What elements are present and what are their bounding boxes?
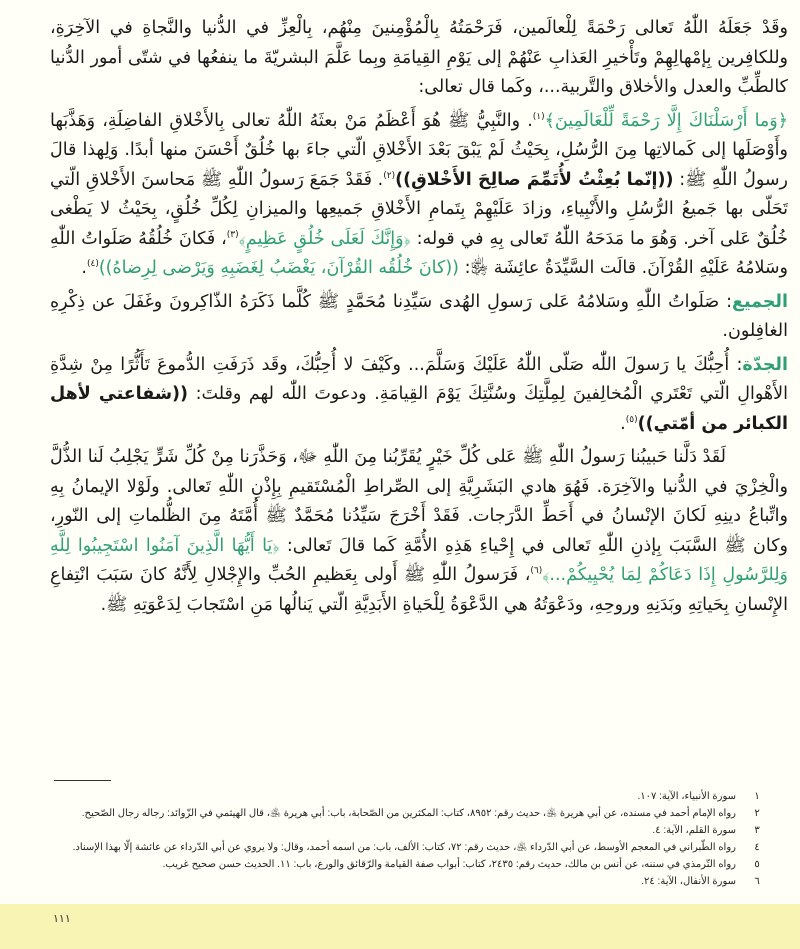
footnote-text: رواه الإمام أحمد في مسنده، عن أبي هريرة ﵁، حديث رقم: ٨٩٥٢، كتاب: المكثرين من الصّحابة، باب: أبي هريرة ﵁، قال الهيثمي في الزّوائد: رجاله رجال الصّحيح. bbox=[81, 808, 736, 819]
footnote bbox=[32, 822, 762, 839]
quran-quote: ((كانَ خُلُقُه القُرْآنَ، يَغْضَبُ لِغَضَبِهِ وَيَرْضى لِرِضاهُ)) bbox=[98, 258, 459, 278]
footnote-text: سورة القلم، الآية: ٤. bbox=[652, 825, 736, 836]
footnote-ref[interactable]: (٥) bbox=[625, 414, 638, 425]
text-run: : أُحِبُّكَ يا رَسولَ اللّٰه صَلّى اللّٰهُ عَلَيْكَ وَسَلَّمَ... وكَيْفَ لا أُحِبُّكَ، وقَد ذَرَفَتِ الدُّموعَ تَأَثُّرًا مِنْ شِدَّةِ الأَهْوالِ الّتي تَعْتَري الْمُخالِفينَ لِمِلَّتِكَ وسُنَّتِكَ يَوْمَ القِيامَةِ. ودعوتَ اللّٰه لهم وقلتَ: bbox=[50, 354, 788, 404]
text-run: . bbox=[620, 413, 626, 434]
footnote bbox=[32, 788, 762, 805]
text-run: . فَقَدْ جَمَعَ رَسولُ اللّٰهِ ﷺ مَحاسنَ الأَخْلاقِ الّتي تَحَلّى بها جَميعُ الرُّسُلِ والأَنْبِياءِ، وزادَ عَلَيْهِمْ بِتَمامِ الأَخْلاقِ جَميعِها والميزانِ لِكُلِّ خُلُقٍ، بِحَيْثُ لا يَطْغى خُلُقٌ عَلى آخر. وَهُوَ ما مَدَحَهُ اللّٰهُ تَعالى بِهِ في قوله: bbox=[50, 169, 788, 249]
paragraph bbox=[50, 288, 788, 347]
speaker-label: الجميع bbox=[731, 291, 788, 312]
footnote-ref[interactable]: (٣) bbox=[226, 229, 239, 240]
footnote bbox=[32, 805, 762, 822]
footnote-text: سورة الأنبياء، الآية: ١٠٧. bbox=[637, 791, 736, 802]
footnote-number: ٥ bbox=[754, 859, 760, 870]
footnote-number: ٤ bbox=[754, 842, 760, 853]
footnote-text: رواه الطّبراني في المعجم الأوسط، عن أبي الدّرداء ﵁، حديث رقم: ٧٢، كتاب: الألف، باب: من اسمه أحمد، وقال: ولا يروي عن أبي الدّرداء عن عائشة إلّا بهذا الإسناد. bbox=[72, 842, 736, 853]
footnote bbox=[32, 856, 762, 873]
footnote-ref[interactable]: (٦) bbox=[530, 566, 543, 577]
text-run: ، فَرَسولُ اللّٰهِ ﷺ أَولى بِعَظيمِ الحُبِّ والإِجْلالِ لِأَنَّهُ كانَ سَبَبَ انْتِفاعِ الإِنْسانِ بِحَياتِهِ وبَدَنِهِ وروحِهِ، ودَعْوَتُهُ هي الدَّعْوَةُ لِلْحَياةِ الأَبَدِيَّةِ الّتي يَنالُها مَنِ اسْتَجابَ لِدَعْوَتِهِ ﷺ. bbox=[50, 565, 788, 615]
footnotes bbox=[32, 788, 762, 890]
text-run: : صَلَواتُ اللّٰهِ وسَلامُهُ عَلى رَسولِ الهُدى سَيِّدِنا مُحَمَّدٍ ﷺ كُلَّما ذَكَرَهُ الذّاكِرونَ وغَفَلَ عن ذِكْرِهِ الغافِلون. bbox=[50, 291, 788, 341]
footnote-number: ٦ bbox=[754, 876, 760, 887]
paragraph bbox=[50, 443, 788, 620]
quran-quote: ﴿وَإِنَّكَ لَعَلَى خُلُقٍ عَظِيمٍ﴾ bbox=[238, 228, 411, 249]
text-run: . bbox=[81, 258, 87, 278]
paragraph bbox=[50, 107, 788, 284]
hadith-quote: ((إنّما بُعِثْتُ لأُتَمِّمَ صالِحَ الأَخْلاقِ)) bbox=[395, 169, 674, 190]
paragraph bbox=[50, 14, 788, 103]
text-run: ، فَكانَ خُلُقُهُ صَلَواتُ اللّٰهِ وسَلامُهُ عَلَيْهِ القُرْآنَ. قالَت السَّيِّدَةُ عائِشَة ﵂: bbox=[50, 228, 788, 278]
hadith-quote: ((شفاعتي لأهل الكبائر من أمّتي)) bbox=[50, 384, 788, 434]
footer-band bbox=[0, 904, 800, 949]
quran-quote: ﴿يَا أَيُّهَا الَّذِينَ آمَنُوا اسْتَجِيبُوا لِلَّهِ وَلِلرَّسُولِ إِذَا دَعَاكُمْ لِمَا يُحْيِيكُمْ...﴾ bbox=[50, 535, 789, 585]
footnote bbox=[32, 873, 762, 890]
footnote-number: ٢ bbox=[754, 808, 760, 819]
text-run: لَقَدْ دَلَّنا حَبيبُنا رَسولُ اللّٰهِ ﷺ عَلى كُلِّ خَيْرٍ يُقَرِّبُنا مِنَ اللّٰهِ ﷻ، وَحَذَّرَنا مِنْ كُلِّ شَرٍّ يَجْلِبُ لَنا الذُّلَّ والْخِزْيَ في الدُّنيا والآخِرَة. فَهُوَ هادي البَشَرِيَّةِ إلى الصِّراطِ الْمُسْتَقيمِ بِإِذْنِ اللّٰهِ تَعالى. ولَوْلا الإيمانُ بِهِ واتِّباعُ دينِهِ لَكانَ الإنْسانُ في أَحَطِّ الدَّرَجات. فَقَدْ أَخْرَجَ سَيِّدُنا مُحَمَّدٌ ﷺ أُمَّتَهُ مِنَ الظُّلماتِ إلى النّورِ، وكان ﷺ السَّبَبَ بِإذنِ اللّٰهِ تَعالى في إِحْياءِ هَذِهِ الأُمَّةِ كَما قالَ تَعالى: bbox=[50, 447, 788, 556]
page-number: ١١١ bbox=[53, 912, 71, 925]
footnote-ref[interactable]: (٤) bbox=[86, 259, 99, 270]
quran-quote: ﴿وَما أَرْسَلْنَاكَ إِلَّا رَحْمَةً لِّلْعَالَمِينَ﴾ bbox=[544, 110, 788, 131]
footnote-ref[interactable]: (١) bbox=[532, 111, 545, 122]
speaker-label: الجدّة bbox=[742, 354, 788, 375]
paragraph bbox=[50, 351, 788, 440]
body-text bbox=[50, 14, 788, 624]
footnote bbox=[32, 839, 762, 856]
text-run: . والنَّبِيُّ ﷺ هُوَ أَعْظَمُ مَنْ بعثَهُ اللّٰهُ تعالى بِالأَخْلاقِ الفاضِلَةِ، وَهَذَّبَها وأَوْصَلَها إلى كَمالاتِها مِنَ الرُّسُلِ، بِحَيْثُ لَمْ يَبْقَ بَعْدَ الأَخْلاقِ الّتي جاءَ بها خُلُقٌ أَحْسَنَ منها أبدًا. وَلِهذا قالَ رسولُ اللّٰهِ ﷺ: bbox=[50, 110, 788, 190]
footnote-number: ١ bbox=[754, 791, 760, 802]
footnote-text: سورة الأنفال، الآية: ٢٤. bbox=[641, 876, 736, 887]
footnote-text: رواه التّرمذي في سننه، عن أنس بن مالك، حديث رقم: ٢٤٣٥، كتاب: أبواب صفة القيامة والرّقائق والورع، باب: ١١. الحديث حسن صحيح غريب. bbox=[162, 859, 736, 870]
footnote-number: ٣ bbox=[754, 825, 760, 836]
footnote-separator bbox=[54, 780, 111, 781]
footnote-ref[interactable]: (٢) bbox=[383, 170, 396, 181]
text-run: وقَدْ جَعَلَهُ اللّٰهُ تَعالى رَحْمَةً لِلْعالَمين، فَرَحْمَتُهُ بِالْمُؤْمِنينَ مِنْهُم، بِالْعِزِّ في الدُّنيا والنَّجاةِ في الآخِرَةِ، وللكافِرين بِإمْهالِهِمْ وتَأْخيرِ العَذابِ عَنْهُمْ إلى يَوْمِ القِيامَةِ وبِما عَلَّمَ البشريّةَ ما ينفعُها في شتّى أمور الدُّنيا كالطِّبِّ والعدل والأخلاق والتَّربية...، وكَما قال تعالى: bbox=[50, 18, 788, 97]
